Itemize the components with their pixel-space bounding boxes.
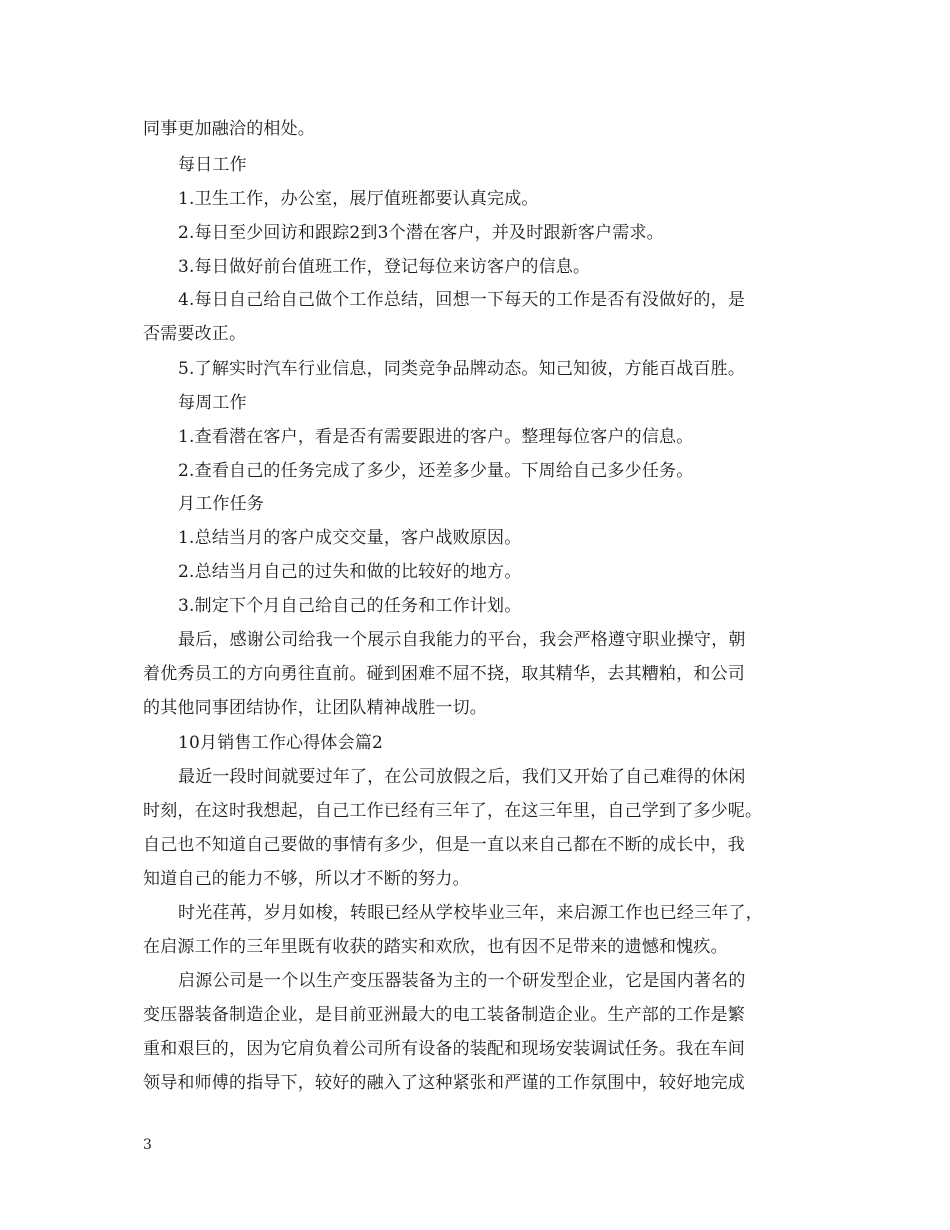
paragraph-line: 最后，感谢公司给我一个展示自我能力的平台，我会严格遵守职业操守，朝 [178, 630, 746, 650]
list-item: 2.总结当月自己的过失和做的比较好的地方。 [178, 562, 522, 582]
list-item: 2.每日至少回访和跟踪2到3个潜在客户，并及时跟新客户需求。 [178, 223, 664, 243]
text-line: 否需要改正。 [143, 324, 247, 344]
list-item: 1.查看潜在客户，看是否有需要跟进的客户。整理每位客户的信息。 [178, 427, 694, 447]
list-item: 4.每日自己给自己做个工作总结，回想一下每天的工作是否有没做好的，是 [178, 290, 746, 310]
text-line: 同事更加融洽的相处。 [143, 119, 315, 139]
paragraph-line: 启源公司是一个以生产变压器装备为主的一个研发型企业，它是国内著名的 [178, 971, 746, 991]
list-item: 2.查看自己的任务完成了多少，还差多少量。下周给自己多少任务。 [178, 461, 694, 481]
page-number: 3 [143, 1137, 152, 1153]
paragraph-line: 时刻，在这时我想起，自己工作已经有三年了，在这三年里，自己学到了多少呢。 [143, 801, 763, 821]
paragraph-line: 知道自己的能力不够，所以才不断的努力。 [143, 869, 470, 889]
paragraph-line: 在启源工作的三年里既有收获的踏实和欢欣，也有因不足带来的遗憾和愧疚。 [143, 937, 728, 957]
article-heading: 10月销售工作心得体会篇2 [178, 733, 384, 753]
list-item: 1.卫生工作，办公室，展厅值班都要认真完成。 [178, 189, 539, 209]
paragraph-line: 着优秀员工的方向勇往直前。碰到困难不屈不挠，取其精华，去其糟粕，和公司 [143, 664, 745, 684]
list-item: 1.总结当月的客户成交交量，客户战败原因。 [178, 528, 522, 548]
paragraph-line: 重和艰巨的，因为它肩负着公司所有设备的装配和现场安装调试任务。我在车间 [143, 1039, 745, 1059]
paragraph-line: 最近一段时间就要过年了，在公司放假之后，我们又开始了自己难得的休闲 [178, 767, 746, 787]
list-item: 5.了解实时汽车行业信息，同类竞争品牌动态。知己知彼，方能百战百胜。 [178, 359, 746, 379]
section-heading-weekly: 每周工作 [178, 393, 247, 413]
list-item: 3.制定下个月自己给自己的任务和工作计划。 [178, 596, 522, 616]
paragraph-line: 变压器装备制造企业，是目前亚洲最大的电工装备制造企业。生产部的工作是繁 [143, 1005, 745, 1025]
section-heading-monthly: 月工作任务 [178, 494, 264, 514]
paragraph-line: 领导和师傅的指导下，较好的融入了这种紧张和严谨的工作氛围中，较好地完成 [143, 1073, 745, 1093]
section-heading-daily: 每日工作 [178, 155, 247, 175]
paragraph-line: 自己也不知道自己要做的事情有多少，但是一直以来自己都在不断的成长中，我 [143, 835, 745, 855]
paragraph-line: 的其他同事团结协作，让团队精神战胜一切。 [143, 698, 487, 718]
paragraph-line: 时光荏苒，岁月如梭，转眼已经从学校毕业三年，来启源工作也已经三年了， [178, 903, 763, 923]
list-item: 3.每日做好前台值班工作，登记每位来访客户的信息。 [178, 257, 591, 277]
